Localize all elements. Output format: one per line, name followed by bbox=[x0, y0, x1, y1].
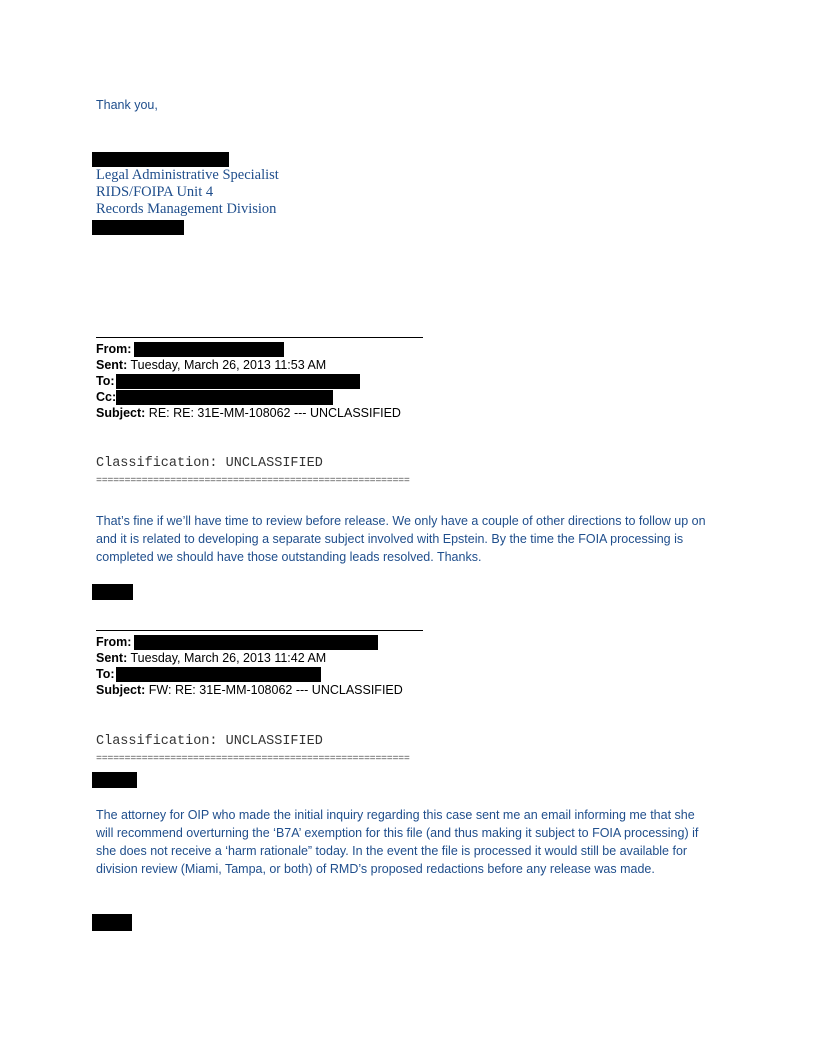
from-line: From: bbox=[96, 635, 132, 649]
closing-text: Thank you, bbox=[96, 98, 158, 112]
redaction-from bbox=[134, 342, 284, 357]
cc-line: Cc: bbox=[96, 390, 117, 404]
signature-title: Legal Administrative Specialist bbox=[96, 167, 279, 183]
subject-line: Subject: RE: RE: 31E-MM-108062 --- UNCLASSIFIED bbox=[96, 406, 401, 420]
signature-division: Records Management Division bbox=[96, 201, 277, 217]
separator-line: ======================================================= bbox=[96, 754, 410, 765]
header-rule bbox=[96, 337, 423, 338]
classification-label: Classification: UNCLASSIFIED bbox=[96, 734, 323, 749]
redaction-to bbox=[116, 374, 360, 389]
header-rule bbox=[96, 630, 423, 631]
redaction-from bbox=[134, 635, 378, 650]
signature-unit: RIDS/FOIPA Unit 4 bbox=[96, 184, 214, 200]
redaction-phone bbox=[92, 220, 184, 235]
to-line: To: bbox=[96, 667, 115, 681]
to-line: To: bbox=[96, 374, 115, 388]
redaction-cc bbox=[116, 390, 333, 405]
email-body: The attorney for OIP who made the initial inquiry regarding this case sent me an email informing me that she will recommend overturning the ‘B7A’ exemption for this file (and thus making it subject to FOIA processing) if she does not receive a ‘harm rationale” today. In the event the file is processed it would still be available for division review (Miami, Tampa, or both) of RMD’s proposed redactions before any release was made. bbox=[96, 808, 699, 876]
redaction-signoff bbox=[92, 914, 132, 931]
separator-line: ======================================================= bbox=[96, 476, 410, 487]
from-line: From: bbox=[96, 342, 132, 356]
redaction-signoff bbox=[92, 584, 133, 600]
email-body: That’s fine if we’ll have time to review before release. We only have a couple of other directions to follow up on and it is related to developing a separate subject involved with Epstein. By the time the FOIA processing is completed we should have those outstanding leads resolved. Thanks. bbox=[96, 514, 706, 564]
subject-line: Subject: FW: RE: 31E-MM-108062 --- UNCLASSIFIED bbox=[96, 683, 403, 697]
sent-line: Sent: Tuesday, March 26, 2013 11:53 AM bbox=[96, 358, 327, 372]
redaction-name bbox=[92, 152, 229, 167]
sent-line: Sent: Tuesday, March 26, 2013 11:42 AM bbox=[96, 651, 327, 665]
redaction-salutation bbox=[92, 772, 137, 788]
redaction-to bbox=[116, 667, 321, 682]
classification-label: Classification: UNCLASSIFIED bbox=[96, 456, 323, 471]
